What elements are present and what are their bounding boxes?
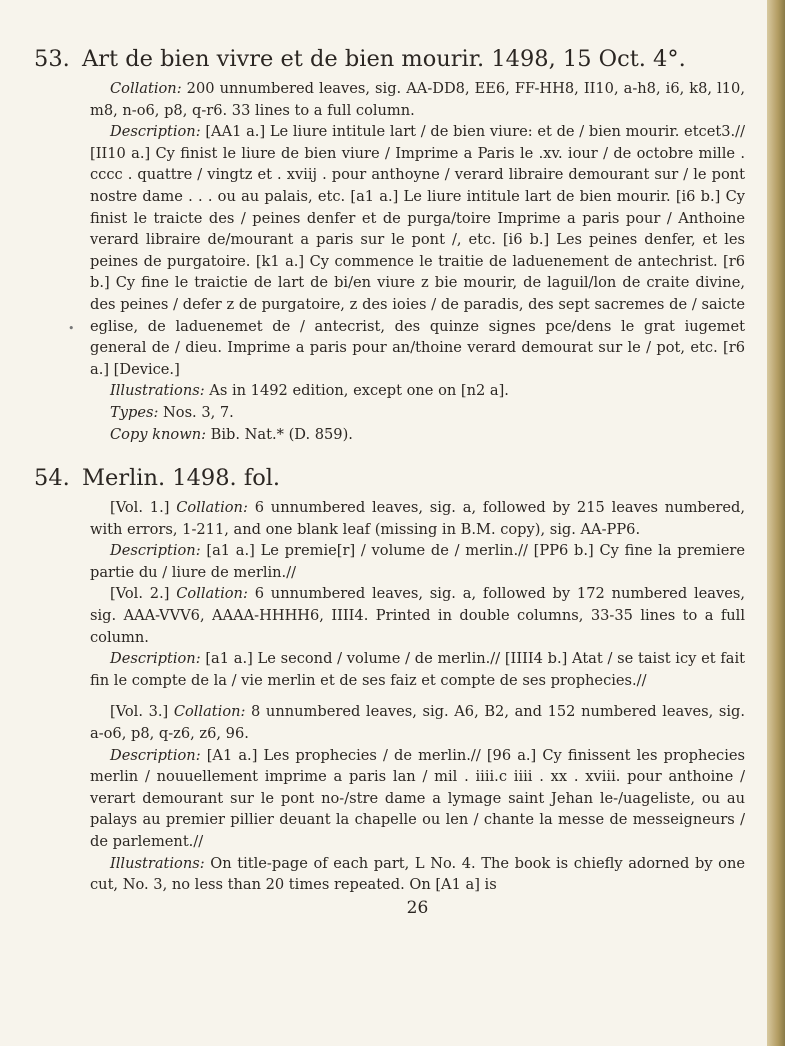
illustrations-paragraph — [90, 853, 745, 896]
field-label: Description: — [110, 650, 201, 668]
field-text: 200 unnumbered leaves, sig. AA-DD8, EE6, FF-HH8, II10, a-h8, i6, k8, l10, m8, n-o6, p8, q-r6. 33 lines to a full column. — [90, 80, 745, 119]
field-label: Description: — [110, 123, 201, 141]
vol3-collation-paragraph — [90, 701, 745, 744]
entry-number: 54. — [34, 465, 70, 492]
description-paragraph — [90, 121, 745, 380]
entry-number: 53. — [34, 46, 70, 72]
page-edge — [767, 0, 785, 1046]
field-text: 8 unnumbered leaves, sig. A6, B2, and 152 numbered leaves, sig. a-o6, p8, q-z6, z6, 96. — [90, 703, 745, 743]
field-label: Illustrations: — [110, 854, 205, 872]
margin-mark: • — [68, 322, 75, 335]
volume-prefix: [Vol. 1.] — [110, 499, 177, 517]
types-paragraph — [90, 402, 745, 424]
field-text: [a1 a.] Le premie[r] / volume de / merlin.// [PP6 b.] Cy fine la premiere partie du / liure de merlin.// — [90, 542, 745, 581]
field-text: [A1 a.] Les prophecies / de merlin.// [96 a.] Cy finissent les prophecies merlin / nouuellement imprime a paris lan / mil . iiii.c iiii . xx . xviii. pour anthoine / verart demourant sur le pont no-/stre dame a lymage saint Jehan le-/uageliste, ou au palays au premier pillier deuant la chapelle ou len / chante la messe de messeigneurs / de parlement.// — [90, 746, 745, 850]
collation-paragraph — [90, 78, 745, 121]
field-label: Illustrations: — [110, 382, 205, 400]
field-text: 6 unnumbered leaves, sig. a, followed by 172 numbered leaves, sig. AAA-VVV6, AAAA-HHHH6, IIII4. Printed in double columns, 33-35 lines to a full column. — [90, 585, 745, 646]
entry-heading — [34, 44, 745, 74]
field-label: Copy known: — [110, 425, 207, 443]
field-label: Description: — [110, 746, 201, 764]
entry-54 — [34, 463, 745, 896]
field-label: Collation: — [176, 585, 248, 603]
field-text: Nos. 3, 7. — [158, 403, 234, 421]
entry-body — [90, 78, 745, 445]
field-text: On title-page of each part, L No. 4. The book is chiefly adorned by one cut, No. 3, no less than 20 times repeated. On [A1 a] is — [90, 854, 745, 894]
volume-prefix: [Vol. 2.] — [110, 585, 177, 603]
field-label: Types: — [110, 403, 159, 421]
field-text: [AA1 a.] Le liure intitule lart / de bien viure: et de / bien mourir. etcet3.// [II10 a.] Cy finist le liure de bien viure / Imprime a Paris le .xv. iour / de octobre mille . cccc . quattre / vingtz et . xviij . pour anthoyne / verard libraire demourant sur / le pont nostre dame . . . ou au palais, etc. [a1 a.] Le liure intitule lart de bien mourir. [i6 b.] Cy finist le traicte des / peines denfer et de purga/toire Imprime a paris pour / Anthoine verard libraire de/mourant a paris sur le pont /, etc. [i6 b.] Les peines denfer, et les peines de purgatoire. [k1 a.] Cy commence le traitie de laduenement de antechrist. [r6 b.] Cy fine le traictie de lart de bi/en viure z bie mourir, de laguil/lon de craite divine, des peines / defer z de purgatoire, z des ioies / de paradis, des sept sacremes de / saicte eglise, de laduenemet de / antecrist, des quinze signes pce/dens le grat iugemet general de / dieu. Imprime a paris pour an/thoine verard demourat sur le / pot, etc. [r6 a.] [Device.] — [90, 123, 745, 378]
field-label: Collation: — [173, 703, 246, 721]
entry-heading — [34, 463, 745, 493]
field-label: Collation: — [110, 80, 182, 97]
vol1-description-paragraph — [90, 540, 745, 583]
vol3-description-paragraph — [90, 745, 745, 853]
field-text: [a1 a.] Le second / volume / de merlin.// [IIII4 b.] Atat / se taist icy et fait fin le compte de la / vie merlin et de ses faiz et compte de ses prophecies.// — [90, 650, 745, 689]
entry-title: Art de bien vivre et de bien mourir. 1498, 15 Oct. 4°. — [82, 46, 686, 72]
volume-prefix: [Vol. 3.] — [110, 703, 174, 721]
entry-title: Merlin. 1498. fol. — [82, 465, 281, 492]
vol2-description-paragraph — [90, 648, 745, 691]
entry-body — [90, 497, 745, 896]
copy-known-paragraph — [90, 424, 745, 446]
field-text: As in 1492 edition, except one on [n2 a]. — [204, 382, 509, 400]
field-text: 6 unnumbered leaves, sig. a, followed by 215 leaves numbered, with errors, 1-211, and one blank leaf (missing in B.M. copy), sig. AA-PP6. — [90, 499, 745, 538]
vol2-collation-paragraph — [90, 583, 745, 648]
field-label: Description: — [110, 542, 201, 560]
entry-53 — [34, 44, 745, 445]
field-label: Collation: — [176, 499, 248, 517]
page-number: 26 — [406, 897, 429, 918]
illustrations-paragraph — [90, 380, 745, 402]
field-text: Bib. Nat.* (D. 859). — [206, 425, 353, 443]
vol1-collation-paragraph — [90, 497, 745, 540]
